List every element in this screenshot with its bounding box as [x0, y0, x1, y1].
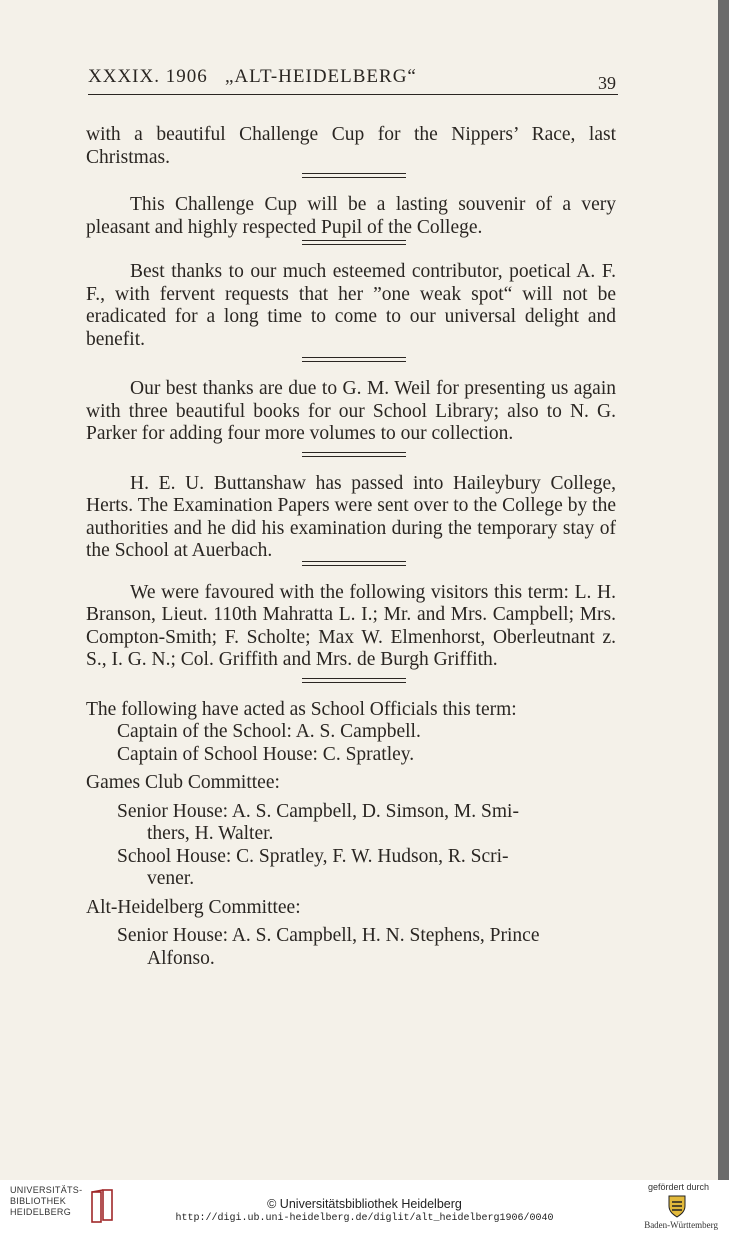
games-school-house-line: School House: C. Spratley, F. W. Hudson, R. Scri-	[117, 845, 509, 867]
copyright-notice: © Universitätsbibliothek Heidelberg	[267, 1197, 462, 1211]
funding-label: gefördert durch	[647, 1182, 709, 1192]
games-senior-house-cont: thers, H. Walter.	[147, 823, 274, 844]
baden-wuerttemberg-crest-icon	[663, 1194, 691, 1218]
digitization-footer	[0, 1180, 729, 1233]
section-divider	[302, 452, 406, 457]
games-school-house	[86, 846, 616, 891]
paragraph-visitors: We were favoured with the following visitors this term: L. H. Branson, Lieut. 110th Mahratta L. I.; Mr. and Mrs. Campbell; Mrs. Compton-Smith; F. Scholte; Max W. Elmenhorst, Oberleutnant z. S., I. G. N.; Col. Griffith and Mrs. de Burgh Griffith.	[86, 581, 616, 670]
alt-heidelberg-senior-line: Senior House: A. S. Campbell, H. N. Stephens, Prince	[117, 925, 540, 946]
paragraph-haileybury: H. E. U. Buttanshaw has passed into Haileybury College, Herts. The Examination Papers were sent over to the College by the authorities and he did his examination during the temporary stay of the School at Auerbach.	[86, 472, 616, 561]
paragraph-thanks-contributor: Best thanks to our much esteemed contributor, poetical A. F. F., with fervent requests that her ”one weak spot“ will not be eradicated for a long time to come to our universal delight and benefit.	[86, 261, 616, 350]
page-body	[86, 124, 616, 970]
header-rule	[88, 94, 618, 95]
alt-heidelberg-senior-house	[86, 925, 616, 970]
games-school-house-cont: vener.	[147, 868, 195, 889]
running-header	[88, 66, 618, 96]
paragraph-challenge-cup-gift: with a beautiful Challenge Cup for the Nippers’ Race, last Christmas.	[86, 124, 616, 168]
games-club-heading: Games Club Committee:	[86, 772, 280, 793]
permalink-url[interactable]: http://digi.ub.uni-heidelberg.de/diglit/alt_heidelberg1906/0040	[175, 1213, 554, 1224]
section-divider	[302, 678, 406, 683]
officials-intro: The following have acted as School Officials this term:	[86, 698, 517, 720]
captain-of-school-house: Captain of School House: C. Spratley.	[117, 743, 415, 765]
running-head-title: XXXIX. 1906 „ALT-HEIDELBERG“	[88, 66, 417, 87]
section-divider	[302, 240, 406, 245]
section-divider	[302, 561, 406, 566]
paragraph-thanks-books: Our best thanks are due to G. M. Weil for presenting us again with three beautiful books for our School Library; also to N. G. Parker for adding four more volumes to our collection.	[86, 378, 616, 444]
games-senior-house	[86, 801, 616, 846]
games-senior-house-line: Senior House: A. S. Campbell, D. Simson, M. Smi-	[117, 800, 519, 822]
section-divider	[302, 357, 406, 362]
page-number: 39	[598, 73, 616, 93]
alt-heidelberg-senior-cont: Alfonso.	[147, 947, 215, 969]
captain-of-school: Captain of the School: A. S. Campbell.	[117, 721, 421, 742]
paragraph-souvenir: This Challenge Cup will be a lasting souvenir of a very pleasant and highly respected Pupil of the College.	[86, 194, 616, 238]
library-logo-text: UNIVERSITÄTS- BIBLIOTHEK HEIDELBERG	[10, 1185, 83, 1217]
alt-heidelberg-committee-heading: Alt-Heidelberg Committee:	[86, 896, 301, 918]
section-divider	[302, 173, 406, 178]
funder-name: Baden-Württemberg	[644, 1220, 718, 1230]
